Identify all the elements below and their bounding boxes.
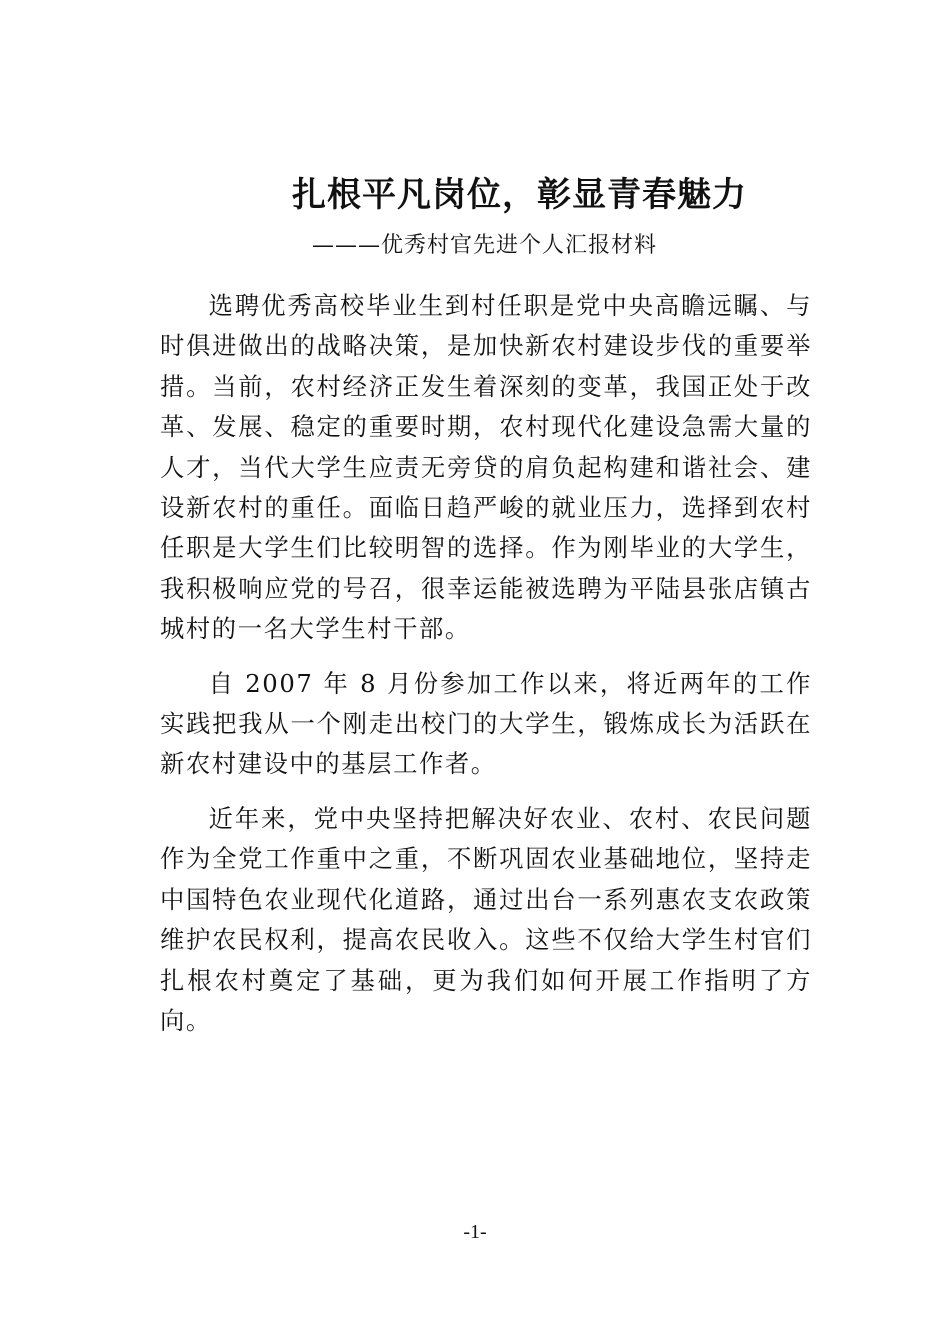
document-subtitle: ———优秀村官先进个人汇报材料 (312, 233, 658, 258)
page-number: -1- (463, 1221, 487, 1243)
paragraph: 选聘优秀高校毕业生到村任职是党中央高瞻远瞩、与时俱进做出的战略决策，是加快新农村建设步伐的重要举措。当前，农村经济正发生着深刻的变革，我国正处于改革、发展、稳定的重要时期，农村现代化建设急需大量的人才，当代大学生应责无旁贷的肩负起构建和谐社会、建设新农村的重任。面临日趋严峻的就业压力，选择到农村任职是大学生们比较明智的选择。作为刚毕业的大学生，我积极响应党的号召，很幸运能被选聘为平陆县张店镇古城村的一名大学生村干部。 (160, 291, 812, 644)
paragraph: 自 2007 年 8 月份参加工作以来，将近两年的工作实践把我从一个刚走出校门的大学生，锻炼成长为活跃在新农村建设中的基层工作者。 (160, 668, 812, 779)
document-body (160, 286, 812, 1055)
paragraph: 近年来，党中央坚持把解决好农业、农村、农民问题作为全党工作重中之重，不断巩固农业基础地位，坚持走中国特色农业现代化道路，通过出台一系列惠农支农政策维护农民权利，提高农民收入。这些不仅给大学生村官们扎根农村奠定了基础，更为我们如何开展工作指明了方向。 (160, 803, 812, 1035)
document-title: 扎根平凡岗位，彰显青春魅力 (292, 175, 747, 215)
